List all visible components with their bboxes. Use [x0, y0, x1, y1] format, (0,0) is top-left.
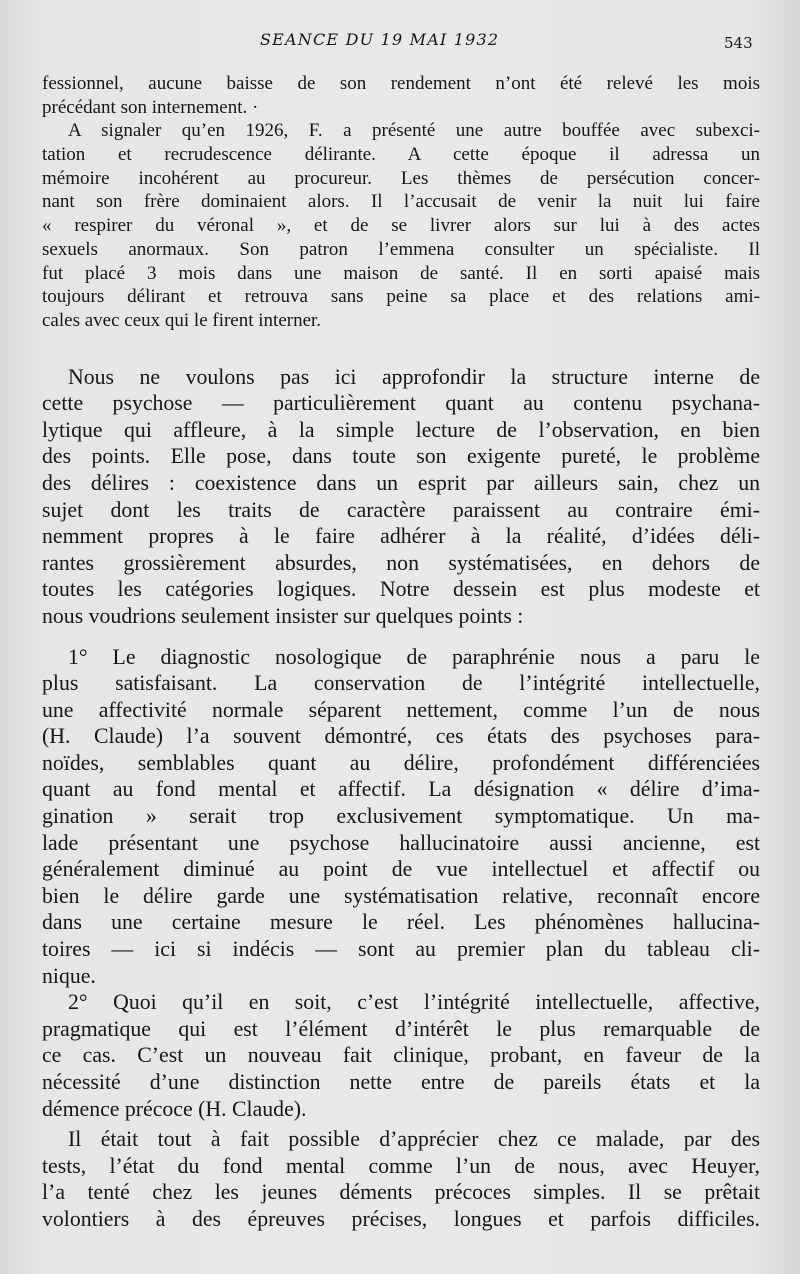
case-report-paragraph: [42, 72, 760, 333]
discussion-paragraph: [42, 364, 760, 630]
text-line: pragmatique qui est l’élément d’intérêt le plus remarquable de: [42, 1016, 760, 1041]
text-line: bien le délire garde une systématisation relative, reconnaît encore: [42, 883, 760, 908]
text-line: nemment propres à le faire adhérer à la réalité, d’idées déli-: [42, 524, 760, 549]
text-line: toujours délirant et retrouva sans peine sa place et des relations ami-: [42, 286, 760, 308]
text-line: démence précoce (H. Claude).: [42, 1096, 307, 1121]
text-line: Il était tout à fait possible d’apprécier chez ce malade, par des: [68, 1127, 760, 1152]
text-line: des délires : coexistence dans un esprit par ailleurs sain, chez un: [42, 470, 760, 495]
text-line: toutes les catégories logiques. Notre dessein est plus modeste et: [42, 577, 760, 602]
text-line: plus satisfaisant. La conservation de l’intégrité intellectuelle,: [42, 671, 760, 696]
text-line: sujet dont les traits de caractère paraissent au contraire émi-: [42, 497, 760, 522]
text-line: fut placé 3 mois dans une maison de santé. Il en sorti apaisé mais: [42, 262, 760, 284]
text-line: lytique qui affleure, à la simple lecture de l’observation, en bien: [42, 417, 760, 442]
text-line: Nous ne voulons pas ici approfondir la structure interne de: [68, 364, 760, 389]
text-line: cales avec ceux qui le firent interner.: [42, 309, 322, 331]
tests-paragraph: [42, 1126, 760, 1232]
text-line: dans une certaine mesure le réel. Les phénomènes hallucina-: [42, 910, 760, 935]
text-line: généralement diminué au point de vue intellectuel et affectif ou: [42, 857, 760, 882]
text-line: ce cas. C’est un nouveau fait clinique, probant, en faveur de la: [42, 1043, 760, 1068]
point-two-paragraph: [42, 989, 760, 1122]
point-one-paragraph: [42, 644, 760, 990]
text-line: volontiers à des épreuves précises, longues et parfois difficiles.: [42, 1206, 760, 1231]
running-head-title: SEANCE DU 19 MAI 1932: [260, 30, 500, 49]
text-line: lade présentant une psychose hallucinatoire aussi ancienne, est: [42, 830, 760, 855]
page-number: 543: [724, 34, 753, 52]
text-line: toires — ici si indécis — sont au premier plan du tableau cli-: [42, 937, 760, 962]
text-line: quant au fond mental et affectif. La désignation « délire d’ima-: [42, 777, 760, 802]
text-line: cette psychose — particulièrement quant au contenu psychana-: [42, 391, 760, 416]
text-line: tation et recrudescence délirante. A cette époque il adressa un: [42, 144, 760, 166]
running-head: [0, 30, 800, 58]
text-line: nant son frère dominaient alors. Il l’accusait de venir la nuit lui faire: [42, 191, 760, 213]
text-line: nous voudrions seulement insister sur quelques points :: [42, 603, 524, 628]
text-line: sexuels anormaux. Son patron l’emmena consulter un spécialiste. Il: [42, 238, 760, 260]
text-line: (H. Claude) l’a souvent démontré, ces états des psychoses para-: [42, 724, 760, 749]
text-line: rantes grossièrement absurdes, non systématisées, en dehors de: [42, 550, 760, 575]
text-line: « respirer du véronal », et de se livrer alors sur lui à des actes: [42, 215, 760, 237]
text-line: noïdes, semblables quant au délire, profondément différenciées: [42, 750, 760, 775]
text-line: mémoire incohérent au procureur. Les thèmes de persécution concer-: [42, 167, 760, 189]
text-line: précédant son internement. ·: [42, 96, 259, 118]
text-line: l’a tenté chez les jeunes déments précoces simples. Il se prêtait: [42, 1180, 760, 1205]
text-line: des points. Elle pose, dans toute son exigente pureté, le problème: [42, 444, 760, 469]
text-line: tests, l’état du fond mental comme l’un de nous, avec Heuyer,: [42, 1153, 760, 1178]
text-line: gination » serait trop exclusivement symptomatique. Un ma-: [42, 804, 760, 829]
text-line: une affectivité normale séparent nettement, comme l’un de nous: [42, 697, 760, 722]
text-line: nique.: [42, 963, 96, 988]
text-line: A signaler qu’en 1926, F. a présenté une autre bouffée avec subexci-: [68, 120, 760, 142]
text-line: 1° Le diagnostic nosologique de paraphrénie nous a paru le: [68, 644, 760, 669]
body-text: [42, 72, 760, 1233]
text-line: nécessité d’une distinction nette entre de pareils états et la: [42, 1070, 760, 1094]
text-line: 2° Quoi qu’il en soit, c’est l’intégrité intellectuelle, affective,: [68, 990, 760, 1015]
text-line: fessionnel, aucune baisse de son rendement n’ont été relevé les mois: [42, 73, 760, 94]
